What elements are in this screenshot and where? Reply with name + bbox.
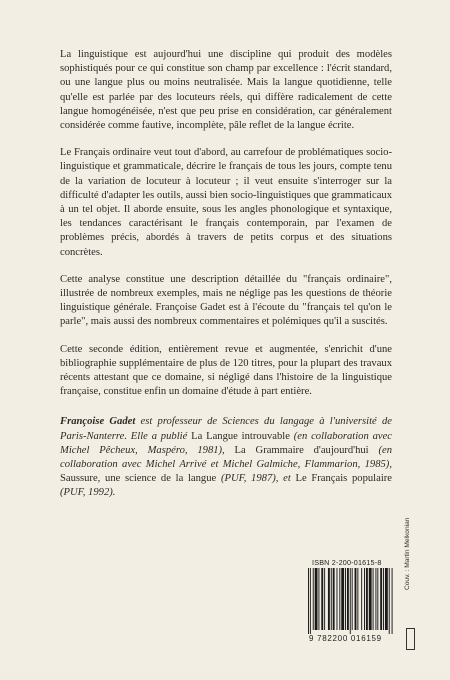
paragraph-edition: Cette seconde édition, entièrement revue et augmentée, s'enrichit d'une bibliographie supplémentaire de plus de 120 titres, pour la plupart des travaux récents attestant que ce domaine, si négligé dans l'histoire de la linguistique française, constitue enfin un domaine d'étude à part entière. [60, 343, 392, 398]
book-ref-3: (PUF, 1987), et [216, 473, 296, 485]
book-title-4: Le Français populaire [295, 473, 392, 485]
book-ref-4: (PUF, 1992). [60, 487, 116, 499]
barcode-bar [324, 568, 325, 630]
book-title-2: La Grammaire d'aujourd'hui [234, 444, 369, 456]
barcode-bar [357, 568, 358, 630]
barcode-bar [337, 568, 338, 630]
barcode-bar [361, 568, 362, 630]
barcode-bar [366, 568, 368, 630]
barcode-bar [318, 568, 319, 630]
barcode-bar [383, 568, 384, 630]
barcode-bar [364, 568, 365, 630]
barcode-bar [385, 568, 388, 630]
barcode-bar [355, 568, 357, 630]
barcode-bar [380, 568, 382, 630]
paragraph-analysis: Cette analyse constitue une description détaillée du "français ordinaire", illustrée de nombreux exemples, mais ne néglige pas les questions de théorie linguistique générale. Françoise Gadet est à l'écoute du "français tel qu'on le parle", mais aussi des nombreux commentaires et polémiques qu'il a suscités. [60, 273, 392, 328]
barcode-bar [350, 568, 351, 634]
barcode-bar [313, 568, 314, 630]
barcode-bar [389, 568, 390, 634]
barcode-bar [341, 568, 344, 630]
author-bio [60, 415, 392, 500]
cover-credit-text: Couv. : Martin Melkonian [404, 517, 411, 590]
barcode-bar [339, 568, 340, 630]
paragraph-intro: La linguistique est aujourd'hui une discipline qui produit des modèles sophistiqués pour ce qui constitue son champ par excellence : l'écrit standard, ou une langue plus ou moins neutralisée. Mais la langue quotidienne, telle qu'elle est parlée par des locuteurs réels, qui diffère radicalement de cette langue homogénéisée, n'est que peu prise en considération, car généralement considérée comme fautive, incomplète, pâle reflet de la langue écrite. [60, 49, 392, 132]
barcode-bar [369, 568, 372, 630]
barcode-bar [373, 568, 374, 630]
barcode-bar [321, 568, 323, 630]
barcode-bar [345, 568, 346, 630]
barcode-bar [352, 568, 353, 630]
barcode-bar [328, 568, 330, 630]
barcode-bar [310, 568, 311, 634]
barcode-bar [347, 568, 349, 630]
barcode [306, 568, 398, 634]
barcode-bar [315, 568, 318, 630]
book-ref-2: (en collaboration avec Michel Arrivé et Michel Galmiche, Flammarion, 1985), [60, 444, 392, 471]
barcode-bar [331, 568, 332, 630]
paragraph-description: Le Français ordinaire veut tout d'abord, au carrefour de problématiques socio-linguistique et grammaticale, décrire le français de tous les jours, compte tenu de la variation de locuteur à locuteur ; il veut ensuite s'interroger sur la difficulté d'adapter les outils, aussi bien socio-linguistiques que grammaticaux à un tel objet. Il aborde ensuite, sous les angles phonologique et syntaxique, les tendances caractérisant le français contemporain, par l'examen de problèmes précis, abordés à travers de petits corpus et des situations concrètes. [60, 147, 392, 258]
barcode-digits: 9 782200 016159 [309, 634, 382, 643]
bio-intro: est professeur de Sciences du langage à l'université de Paris-Nanterre. Elle a publié [60, 416, 392, 442]
barcode-bar [308, 568, 309, 634]
barcode-bar [377, 568, 378, 630]
barcode-bar [333, 568, 335, 630]
publisher-logo [406, 628, 415, 650]
book-ref-1: (en collaboration avec Michel Pêcheux, Maspéro, 1981), [60, 430, 392, 456]
book-title-3: Saussure, une science de la langue [60, 473, 217, 485]
author-name: Françoise Gadet [60, 416, 136, 428]
back-cover-text [60, 48, 392, 514]
book-title-1: La Langue introuvable [191, 430, 290, 442]
barcode-bars [306, 568, 398, 634]
barcode-bar [392, 568, 393, 634]
isbn-label: ISBN 2-200-01615-8 [312, 558, 382, 567]
barcode-bar [375, 568, 376, 630]
